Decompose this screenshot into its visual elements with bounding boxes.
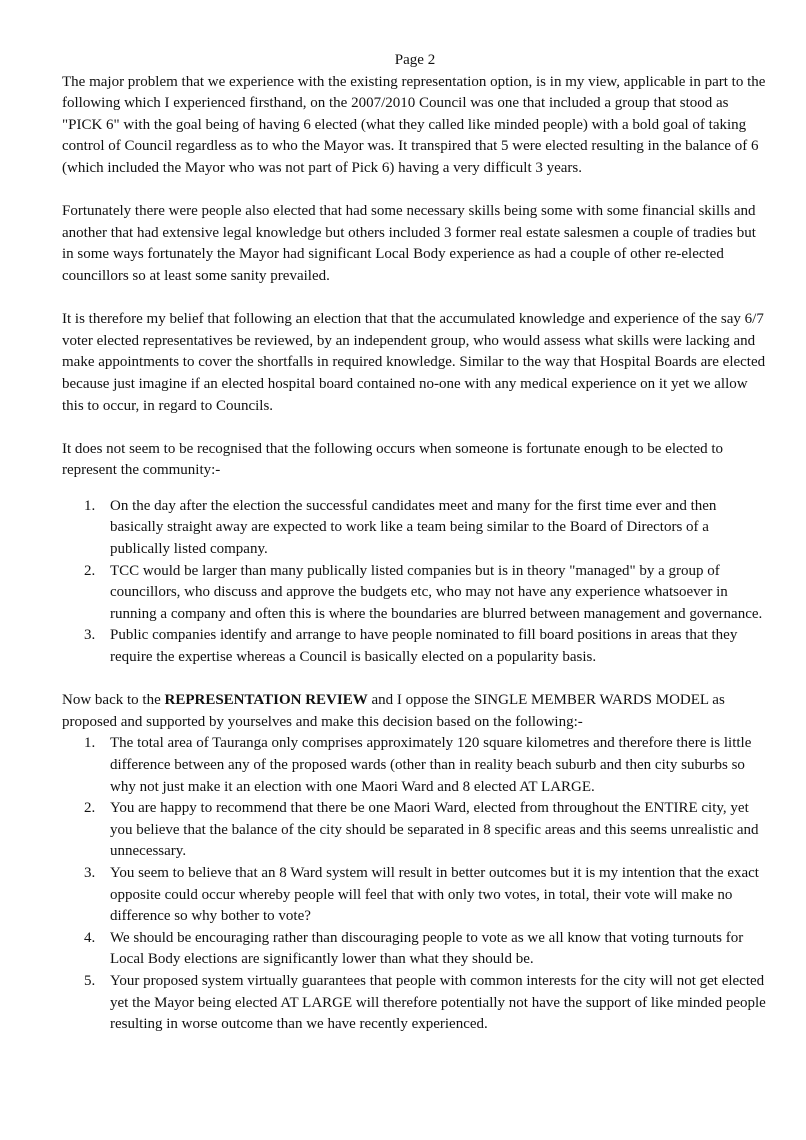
list-number: 2. bbox=[84, 800, 96, 817]
numbered-list-objections bbox=[62, 733, 768, 1035]
list-item-text: Your proposed system virtually guarantees that people with common interests for the city will not get elected yet the Mayor being elected AT LARGE will therefore potentially not have the support of like minded people resulting in worse outcome than we have recently experienced. bbox=[110, 972, 766, 1033]
paragraph-representation-review bbox=[62, 690, 768, 733]
paragraph-belief: It is therefore my belief that following an election that that the accumulated knowledge and experience of the say 6/7 voter elected representatives be reviewed, by an independent group, who would assess what skills were lacking and make appointments to cover the shortfalls in required knowledge. Similar to the way that Hospital Boards are elected because just imagine if an elected hospital board contained no-one with any medical experience on it yet we allow this to occur, in regard to Councils. bbox=[62, 311, 766, 414]
page-number: Page 2 bbox=[394, 52, 436, 68]
list-item bbox=[62, 798, 768, 863]
list-item-text: On the day after the election the successful candidates meet and many for the first time ever and then basically straight away are expected to work like a team being similar to the Board of Directors of a publically listed company. bbox=[110, 497, 717, 558]
list-number: 1. bbox=[84, 735, 96, 752]
review-bold-heading: REPRESENTATION REVIEW bbox=[164, 692, 368, 709]
list-number: 1. bbox=[84, 497, 96, 514]
list-item-text: Public companies identify and arrange to have people nominated to fill board positions in areas that they require the expertise whereas a Council is basically elected on a popularity basis. bbox=[110, 627, 738, 666]
list-number: 2. bbox=[84, 562, 96, 579]
list-item bbox=[62, 971, 768, 1036]
list-number: 4. bbox=[84, 929, 96, 946]
review-text-before: Now back to the bbox=[62, 692, 165, 709]
list-item-text: The total area of Tauranga only comprises approximately 120 square kilometres and therefore there is little difference between any of the proposed wards (other than in reality beach suburb and then city suburbs so why not just make it an election with one Maori Ward and 8 elected AT LARGE. bbox=[110, 735, 752, 795]
list-item bbox=[62, 863, 768, 928]
list-item bbox=[62, 928, 768, 971]
paragraph-pick6: The major problem that we experience with the existing representation option, is in my view, applicable in part to the following which I experienced firsthand, on the 2007/2010 Council was one that included a group that stood as "PICK 6" with the goal being of having 6 elected (what they called like minded people) with a bold goal of taking control of Council regardless as to who the Mayor was. It transpired that 5 were elected resulting in the balance of 6 (which included the Mayor who was not part of Pick 6) having a very difficult 3 years. bbox=[62, 73, 766, 176]
paragraph-recognised: It does not seem to be recognised that the following occurs when someone is fortunate enough to be elected to represent the community:- bbox=[62, 440, 724, 479]
list-number: 3. bbox=[84, 627, 96, 644]
list-number: 3. bbox=[84, 864, 96, 881]
numbered-list-election bbox=[62, 496, 768, 669]
list-item-text: TCC would be larger than many publically listed companies but is in theory "managed" by a group of councillors, who discuss and approve the budgets etc, who may not have any experience whatsoever in running a company and often this is where the boundaries are blurred between management and governance. bbox=[110, 562, 763, 622]
list-item-text: You seem to believe that an 8 Ward system will result in better outcomes but it is my intention that the exact opposite could occur whereby people will feel that with only two votes, in total, their vote will make no difference so why bother to vote? bbox=[110, 864, 759, 925]
list-item bbox=[62, 625, 768, 668]
list-item bbox=[62, 561, 768, 626]
list-item-text: We should be encouraging rather than discouraging people to vote as we all know that voting turnouts for Local Body elections are significantly lower than what they should be. bbox=[110, 929, 744, 968]
paragraph-skills: Fortunately there were people also elected that had some necessary skills being some with some financial skills and another that had extensive legal knowledge but others included 3 former real estate salesmen a couple of tradies but in some ways fortunately the Mayor had significant Local Body experience as had a couple of other re-elected councillors so at least some sanity prevailed. bbox=[62, 203, 756, 284]
list-item bbox=[62, 496, 768, 561]
list-item-text: You are happy to recommend that there be one Maori Ward, elected from throughout the ENTIRE city, yet you believe that the balance of the city should be separated in 8 specific areas and this seems unrealistic and unnecessary. bbox=[110, 800, 759, 860]
document-page bbox=[62, 50, 768, 1036]
review-text-after: and I oppose the SINGLE MEMBER WARDS MODEL as proposed and supported by yourselves and make this decision based on the following:- bbox=[62, 692, 725, 730]
list-item bbox=[62, 733, 768, 798]
list-number: 5. bbox=[84, 972, 96, 989]
